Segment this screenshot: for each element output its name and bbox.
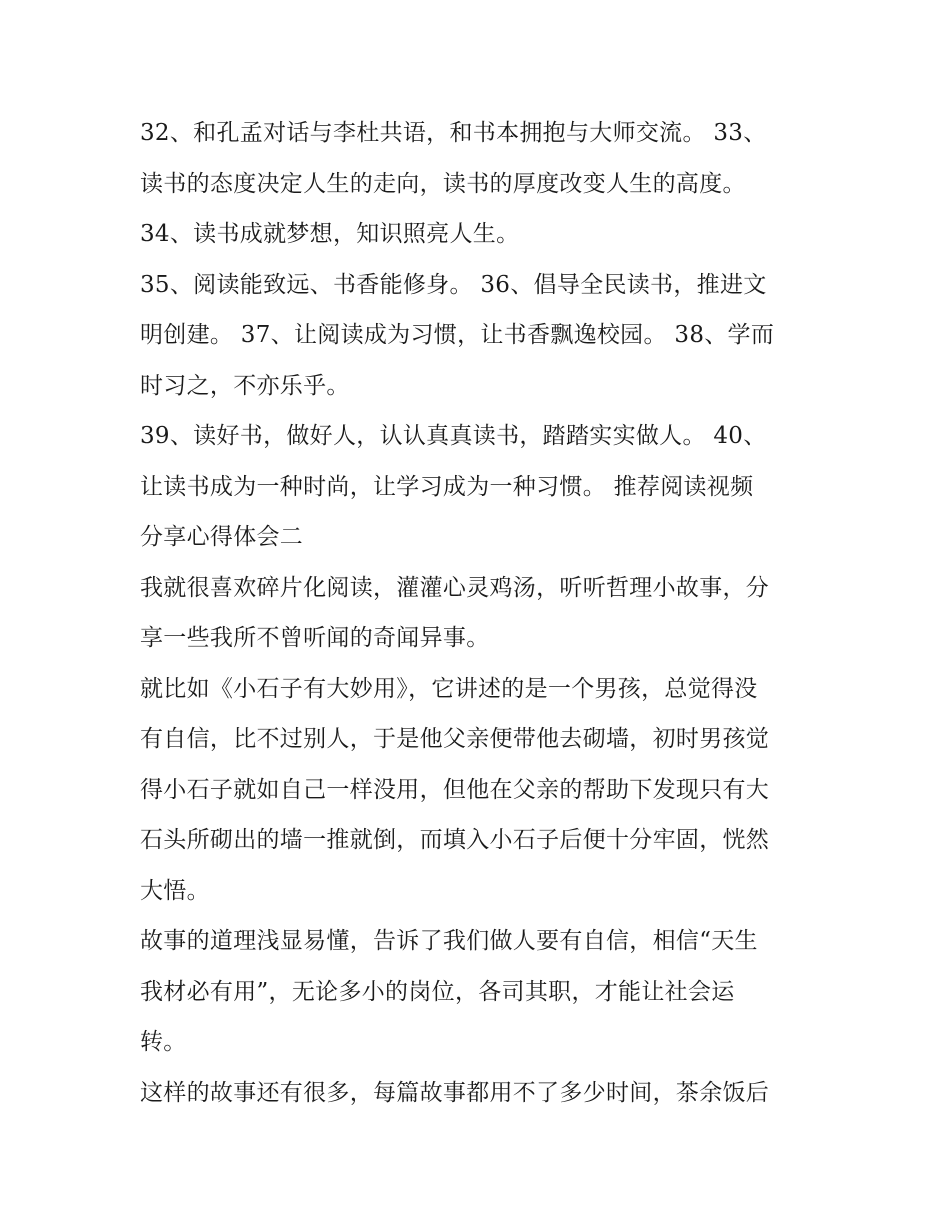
text-line: 34、读书成就梦想，知识照亮人生。 (140, 221, 520, 247)
text-line: 我就很喜欢碎片化阅读，灌灌心灵鸡汤，听听哲理小故事，分 (140, 574, 770, 601)
text-line: 享一些我所不曾听闻的奇闻异事。 (140, 625, 490, 651)
document-body (140, 108, 820, 1118)
text-line: 分享心得体会二 (140, 524, 304, 550)
text-line: 读书的态度决定人生的走向，读书的厚度改变人生的高度。 (140, 170, 746, 197)
text-line: 转。 (140, 1029, 187, 1055)
text-line: 32、和孔孟对话与李杜共语，和书本拥抱与大师交流。 33、 (140, 120, 767, 146)
text-line: 大悟。 (140, 877, 210, 904)
text-line: 石头所砌出的墙一推就倒，而填入小石子后便十分牢固，恍然 (140, 827, 770, 853)
text-line: 我材必有用”，无论多小的岗位，各司其职，才能让社会运 (140, 978, 735, 1005)
text-line: 35、阅读能致远、书香能修身。 36、倡导全民读书，推进文 (140, 271, 767, 298)
text-line: 得小石子就如自己一样没用，但他在父亲的帮助下发现只有大 (140, 776, 770, 803)
text-line: 时习之，不亦乐乎。 (140, 372, 350, 399)
text-line: 故事的道理浅显易懂，告诉了我们做人要有自信，相信“天生 (140, 928, 758, 954)
text-line: 就比如《小石子有大妙用》，它讲述的是一个男孩，总觉得没 (140, 675, 758, 702)
text-line: 明创建。 37、让阅读成为习惯，让书香飘逸校园。 38、学而 (140, 322, 775, 348)
text-line: 让读书成为一种时尚，让学习成为一种习惯。 推荐阅读视频 (140, 473, 754, 500)
text-line: 39、读好书，做好人，认认真真读书，踏踏实实做人。 40、 (140, 423, 767, 449)
text-line: 这样的故事还有很多，每篇故事都用不了多少时间，茶余饭后 (140, 1079, 770, 1106)
text-line: 有自信，比不过别人，于是他父亲便带他去砌墙，初时男孩觉 (140, 726, 770, 752)
